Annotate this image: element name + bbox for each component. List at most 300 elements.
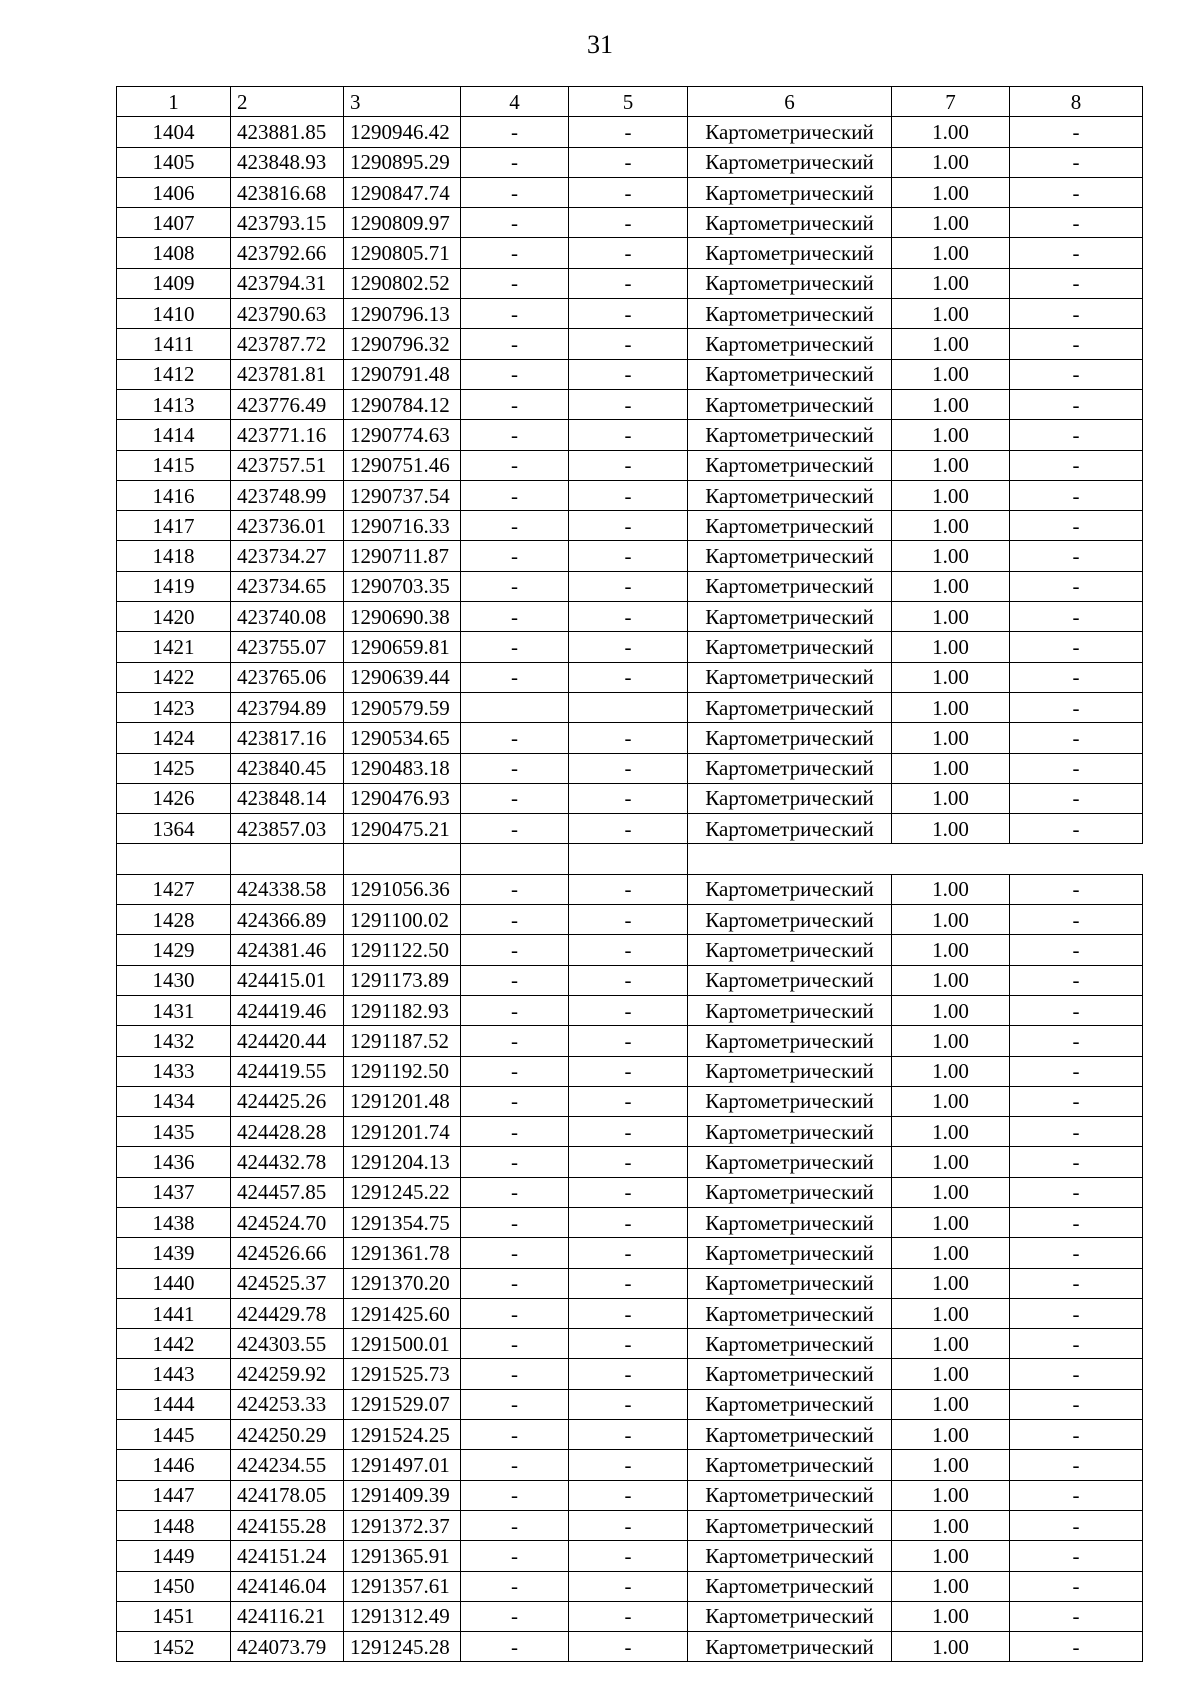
col-8-cell: - xyxy=(1010,905,1143,935)
point-number-cell: 1406 xyxy=(117,177,231,207)
point-number-cell: 1443 xyxy=(117,1359,231,1389)
col-4-cell: - xyxy=(461,268,569,298)
col-8-cell: - xyxy=(1010,1510,1143,1540)
method-cell: Картометрический xyxy=(688,965,892,995)
point-number-cell: 1415 xyxy=(117,450,231,480)
x-coordinate-cell: 424151.24 xyxy=(231,1541,344,1571)
col-5-cell: - xyxy=(569,753,688,783)
method-cell: Картометрический xyxy=(688,571,892,601)
table-row xyxy=(117,1177,1143,1207)
x-coordinate-cell: 424259.92 xyxy=(231,1359,344,1389)
y-coordinate-cell: 1291370.20 xyxy=(344,1268,461,1298)
col-8-cell: - xyxy=(1010,1541,1143,1571)
table-row xyxy=(117,208,1143,238)
point-number-cell: 1407 xyxy=(117,208,231,238)
accuracy-cell: 1.00 xyxy=(892,147,1010,177)
x-coordinate-cell: 424420.44 xyxy=(231,1026,344,1056)
col-4-cell: - xyxy=(461,420,569,450)
table-row xyxy=(117,359,1143,389)
col-5-cell: - xyxy=(569,1359,688,1389)
x-coordinate-cell: 423734.27 xyxy=(231,541,344,571)
y-coordinate-cell: 1290716.33 xyxy=(344,511,461,541)
y-coordinate-cell: 1290737.54 xyxy=(344,480,461,510)
col-5-cell: - xyxy=(569,420,688,450)
point-number-cell: 1441 xyxy=(117,1298,231,1328)
table-row xyxy=(117,1298,1143,1328)
x-coordinate-cell: 423840.45 xyxy=(231,753,344,783)
col-4-cell: - xyxy=(461,965,569,995)
y-coordinate-cell: 1291372.37 xyxy=(344,1510,461,1540)
method-cell: Картометрический xyxy=(688,1571,892,1601)
x-coordinate-cell: 424419.55 xyxy=(231,1056,344,1086)
col-4-cell: - xyxy=(461,511,569,541)
method-cell: Картометрический xyxy=(688,1480,892,1510)
method-cell: Картометрический xyxy=(688,389,892,419)
point-number-cell: 1431 xyxy=(117,995,231,1025)
col-8-cell: - xyxy=(1010,1177,1143,1207)
method-cell: Картометрический xyxy=(688,299,892,329)
accuracy-cell: 1.00 xyxy=(892,238,1010,268)
y-coordinate-cell: 1291425.60 xyxy=(344,1298,461,1328)
point-number-cell: 1 xyxy=(117,87,231,117)
col-4-cell: - xyxy=(461,1571,569,1601)
point-number-cell: 1412 xyxy=(117,359,231,389)
col-4-cell: - xyxy=(461,995,569,1025)
col-5-cell: - xyxy=(569,1177,688,1207)
table-row xyxy=(117,632,1143,662)
table-row xyxy=(117,1268,1143,1298)
table-row xyxy=(117,511,1143,541)
col-8-cell: - xyxy=(1010,783,1143,813)
col-5-cell: - xyxy=(569,602,688,632)
accuracy-cell: 1.00 xyxy=(892,1238,1010,1268)
x-coordinate-cell: 424381.46 xyxy=(231,935,344,965)
y-coordinate-cell: 1291525.73 xyxy=(344,1359,461,1389)
point-number-cell: 1439 xyxy=(117,1238,231,1268)
x-coordinate-cell: 424415.01 xyxy=(231,965,344,995)
col-5-cell: - xyxy=(569,905,688,935)
accuracy-cell: 1.00 xyxy=(892,1571,1010,1601)
y-coordinate-cell: 1290534.65 xyxy=(344,723,461,753)
method-cell: Картометрический xyxy=(688,117,892,147)
method-cell: Картометрический xyxy=(688,935,892,965)
col-8-cell: - xyxy=(1010,571,1143,601)
accuracy-cell: 1.00 xyxy=(892,1450,1010,1480)
x-coordinate-cell: 423740.08 xyxy=(231,602,344,632)
x-coordinate-cell: 424234.55 xyxy=(231,1450,344,1480)
col-5-cell: - xyxy=(569,965,688,995)
accuracy-cell: 1.00 xyxy=(892,905,1010,935)
x-coordinate-cell: 423765.06 xyxy=(231,662,344,692)
col-8-cell: - xyxy=(1010,299,1143,329)
method-cell: Картометрический xyxy=(688,1359,892,1389)
y-coordinate-cell: 1290751.46 xyxy=(344,450,461,480)
col-5-cell: - xyxy=(569,1117,688,1147)
method-cell: Картометрический xyxy=(688,1541,892,1571)
point-number-cell: 1417 xyxy=(117,511,231,541)
point-number-cell: 1420 xyxy=(117,602,231,632)
col-8-cell: - xyxy=(1010,450,1143,480)
x-coordinate-cell: 423771.16 xyxy=(231,420,344,450)
col-4-cell xyxy=(461,692,569,722)
table-row xyxy=(117,1632,1143,1662)
table-row xyxy=(117,268,1143,298)
table-row xyxy=(117,602,1143,632)
col-8-cell: - xyxy=(1010,420,1143,450)
y-coordinate-cell: 1291056.36 xyxy=(344,874,461,904)
accuracy-cell: 1.00 xyxy=(892,965,1010,995)
table-row xyxy=(117,1480,1143,1510)
col-5-cell: - xyxy=(569,1480,688,1510)
col-5-cell: - xyxy=(569,177,688,207)
point-number-cell: 1426 xyxy=(117,783,231,813)
point-number-cell: 1435 xyxy=(117,1117,231,1147)
col-8-cell: - xyxy=(1010,1601,1143,1631)
col-8-cell: - xyxy=(1010,359,1143,389)
method-cell: 6 xyxy=(688,87,892,117)
col-5-cell: - xyxy=(569,874,688,904)
method-cell: Картометрический xyxy=(688,602,892,632)
table-row xyxy=(117,1541,1143,1571)
method-cell: Картометрический xyxy=(688,1601,892,1631)
y-coordinate-cell: 1290711.87 xyxy=(344,541,461,571)
y-coordinate-cell: 1290475.21 xyxy=(344,814,461,844)
col-4-cell: - xyxy=(461,723,569,753)
col-5-cell: - xyxy=(569,814,688,844)
col-8-cell: 8 xyxy=(1010,87,1143,117)
col-8-cell: - xyxy=(1010,965,1143,995)
col-5-cell: - xyxy=(569,1420,688,1450)
col-5-cell: - xyxy=(569,995,688,1025)
method-cell: Картометрический xyxy=(688,1420,892,1450)
point-number-cell: 1364 xyxy=(117,814,231,844)
col-8-cell: - xyxy=(1010,1389,1143,1419)
accuracy-cell: 1.00 xyxy=(892,1117,1010,1147)
point-number-cell: 1447 xyxy=(117,1480,231,1510)
col-8-cell: - xyxy=(1010,389,1143,419)
col-4-cell: - xyxy=(461,632,569,662)
empty-cell xyxy=(231,844,344,874)
col-4-cell: - xyxy=(461,1117,569,1147)
y-coordinate-cell: 1290784.12 xyxy=(344,389,461,419)
x-coordinate-cell: 423848.14 xyxy=(231,783,344,813)
col-8-cell: - xyxy=(1010,1298,1143,1328)
y-coordinate-cell: 1290659.81 xyxy=(344,632,461,662)
method-cell: Картометрический xyxy=(688,1177,892,1207)
accuracy-cell: 1.00 xyxy=(892,1268,1010,1298)
y-coordinate-cell: 1290805.71 xyxy=(344,238,461,268)
accuracy-cell: 1.00 xyxy=(892,359,1010,389)
method-cell: Картометрический xyxy=(688,1086,892,1116)
col-5-cell: - xyxy=(569,632,688,662)
point-number-cell: 1413 xyxy=(117,389,231,419)
method-cell: Картометрический xyxy=(688,632,892,662)
col-4-cell: - xyxy=(461,147,569,177)
method-cell: Картометрический xyxy=(688,1510,892,1540)
col-4-cell: - xyxy=(461,1329,569,1359)
point-number-cell: 1419 xyxy=(117,571,231,601)
accuracy-cell: 1.00 xyxy=(892,1147,1010,1177)
col-4-cell: - xyxy=(461,329,569,359)
col-8-cell: - xyxy=(1010,238,1143,268)
empty-cell xyxy=(569,844,688,874)
col-8-cell: - xyxy=(1010,208,1143,238)
col-5-cell: - xyxy=(569,450,688,480)
table-row xyxy=(117,177,1143,207)
table-row xyxy=(117,1510,1143,1540)
point-number-cell: 1409 xyxy=(117,268,231,298)
table-row xyxy=(117,1026,1143,1056)
col-8-cell: - xyxy=(1010,632,1143,662)
method-cell: Картометрический xyxy=(688,753,892,783)
y-coordinate-cell: 1291245.28 xyxy=(344,1632,461,1662)
col-4-cell: - xyxy=(461,905,569,935)
y-coordinate-cell: 1290774.63 xyxy=(344,420,461,450)
y-coordinate-cell: 1291204.13 xyxy=(344,1147,461,1177)
col-4-cell: 4 xyxy=(461,87,569,117)
method-cell: Картометрический xyxy=(688,723,892,753)
method-cell: Картометрический xyxy=(688,208,892,238)
col-4-cell: - xyxy=(461,1177,569,1207)
x-coordinate-cell: 424429.78 xyxy=(231,1298,344,1328)
accuracy-cell: 1.00 xyxy=(892,1510,1010,1540)
x-coordinate-cell: 424526.66 xyxy=(231,1238,344,1268)
empty-cell xyxy=(117,844,231,874)
method-cell: Картометрический xyxy=(688,1450,892,1480)
point-number-cell: 1408 xyxy=(117,238,231,268)
col-8-cell: - xyxy=(1010,723,1143,753)
method-cell: Картометрический xyxy=(688,420,892,450)
method-cell: Картометрический xyxy=(688,177,892,207)
y-coordinate-cell: 1291409.39 xyxy=(344,1480,461,1510)
point-number-cell: 1450 xyxy=(117,1571,231,1601)
table-row xyxy=(117,1389,1143,1419)
col-8-cell: - xyxy=(1010,1147,1143,1177)
col-8-cell: - xyxy=(1010,117,1143,147)
col-4-cell: - xyxy=(461,753,569,783)
x-coordinate-cell: 424338.58 xyxy=(231,874,344,904)
col-5-cell: - xyxy=(569,147,688,177)
table-row xyxy=(117,299,1143,329)
table-row xyxy=(117,541,1143,571)
col-8-cell: - xyxy=(1010,480,1143,510)
y-coordinate-cell: 1291173.89 xyxy=(344,965,461,995)
col-4-cell: - xyxy=(461,480,569,510)
col-4-cell: - xyxy=(461,783,569,813)
separator-row xyxy=(117,844,1143,874)
col-5-cell xyxy=(569,692,688,722)
col-5-cell: - xyxy=(569,1450,688,1480)
x-coordinate-cell: 423857.03 xyxy=(231,814,344,844)
col-4-cell: - xyxy=(461,541,569,571)
x-coordinate-cell: 424250.29 xyxy=(231,1420,344,1450)
accuracy-cell: 1.00 xyxy=(892,541,1010,571)
accuracy-cell: 1.00 xyxy=(892,1207,1010,1237)
col-5-cell: - xyxy=(569,1207,688,1237)
table-row xyxy=(117,1601,1143,1631)
table-row xyxy=(117,1238,1143,1268)
x-coordinate-cell: 424073.79 xyxy=(231,1632,344,1662)
col-4-cell: - xyxy=(461,1298,569,1328)
accuracy-cell: 1.00 xyxy=(892,420,1010,450)
x-coordinate-cell: 424432.78 xyxy=(231,1147,344,1177)
x-coordinate-cell: 424425.26 xyxy=(231,1086,344,1116)
y-coordinate-cell: 3 xyxy=(344,87,461,117)
col-5-cell: - xyxy=(569,1571,688,1601)
point-number-cell: 1414 xyxy=(117,420,231,450)
table-row xyxy=(117,692,1143,722)
col-4-cell: - xyxy=(461,1420,569,1450)
col-8-cell: - xyxy=(1010,177,1143,207)
accuracy-cell: 1.00 xyxy=(892,1026,1010,1056)
table-row xyxy=(117,1056,1143,1086)
point-number-cell: 1438 xyxy=(117,1207,231,1237)
x-coordinate-cell: 424116.21 xyxy=(231,1601,344,1631)
point-number-cell: 1404 xyxy=(117,117,231,147)
col-5-cell: - xyxy=(569,1026,688,1056)
col-8-cell: - xyxy=(1010,1268,1143,1298)
col-5-cell: - xyxy=(569,389,688,419)
col-4-cell: - xyxy=(461,1389,569,1419)
point-number-cell: 1405 xyxy=(117,147,231,177)
x-coordinate-cell: 423748.99 xyxy=(231,480,344,510)
point-number-cell: 1446 xyxy=(117,1450,231,1480)
table-row xyxy=(117,1571,1143,1601)
table-row xyxy=(117,480,1143,510)
accuracy-cell: 1.00 xyxy=(892,1420,1010,1450)
x-coordinate-cell: 424457.85 xyxy=(231,1177,344,1207)
y-coordinate-cell: 1290895.29 xyxy=(344,147,461,177)
x-coordinate-cell: 423781.81 xyxy=(231,359,344,389)
accuracy-cell: 1.00 xyxy=(892,299,1010,329)
y-coordinate-cell: 1290847.74 xyxy=(344,177,461,207)
col-5-cell: - xyxy=(569,1510,688,1540)
y-coordinate-cell: 1291524.25 xyxy=(344,1420,461,1450)
table-row xyxy=(117,1086,1143,1116)
y-coordinate-cell: 1290703.35 xyxy=(344,571,461,601)
coordinates-table xyxy=(116,86,1143,1662)
x-coordinate-cell: 423776.49 xyxy=(231,389,344,419)
col-5-cell: - xyxy=(569,511,688,541)
y-coordinate-cell: 1291122.50 xyxy=(344,935,461,965)
table-row xyxy=(117,1420,1143,1450)
col-5-cell: - xyxy=(569,541,688,571)
point-number-cell: 1432 xyxy=(117,1026,231,1056)
col-8-cell: - xyxy=(1010,1026,1143,1056)
x-coordinate-cell: 423757.51 xyxy=(231,450,344,480)
point-number-cell: 1429 xyxy=(117,935,231,965)
header-row xyxy=(117,87,1143,117)
col-8-cell: - xyxy=(1010,1056,1143,1086)
point-number-cell: 1422 xyxy=(117,662,231,692)
point-number-cell: 1448 xyxy=(117,1510,231,1540)
col-5-cell: - xyxy=(569,268,688,298)
col-5-cell: - xyxy=(569,1238,688,1268)
col-8-cell: - xyxy=(1010,1329,1143,1359)
col-4-cell: - xyxy=(461,662,569,692)
accuracy-cell: 1.00 xyxy=(892,632,1010,662)
method-cell: Картометрический xyxy=(688,1329,892,1359)
col-4-cell: - xyxy=(461,1268,569,1298)
method-cell: Картометрический xyxy=(688,1147,892,1177)
col-8-cell: - xyxy=(1010,1450,1143,1480)
col-8-cell: - xyxy=(1010,753,1143,783)
table-row xyxy=(117,329,1143,359)
x-coordinate-cell: 424253.33 xyxy=(231,1389,344,1419)
method-cell: Картометрический xyxy=(688,1298,892,1328)
y-coordinate-cell: 1291201.48 xyxy=(344,1086,461,1116)
col-8-cell: - xyxy=(1010,602,1143,632)
table-row xyxy=(117,1207,1143,1237)
y-coordinate-cell: 1290796.13 xyxy=(344,299,461,329)
col-8-cell: - xyxy=(1010,1238,1143,1268)
x-coordinate-cell: 424428.28 xyxy=(231,1117,344,1147)
method-cell: Картометрический xyxy=(688,1238,892,1268)
point-number-cell: 1421 xyxy=(117,632,231,662)
col-8-cell: - xyxy=(1010,1117,1143,1147)
empty-cell xyxy=(461,844,569,874)
col-4-cell: - xyxy=(461,1026,569,1056)
col-5-cell: - xyxy=(569,1147,688,1177)
table-row xyxy=(117,1359,1143,1389)
accuracy-cell: 1.00 xyxy=(892,450,1010,480)
table-row xyxy=(117,1329,1143,1359)
point-number-cell: 1452 xyxy=(117,1632,231,1662)
method-cell: Картометрический xyxy=(688,238,892,268)
method-cell: Картометрический xyxy=(688,359,892,389)
point-number-cell: 1427 xyxy=(117,874,231,904)
point-number-cell: 1418 xyxy=(117,541,231,571)
accuracy-cell: 1.00 xyxy=(892,602,1010,632)
col-4-cell: - xyxy=(461,571,569,601)
point-number-cell: 1449 xyxy=(117,1541,231,1571)
col-8-cell: - xyxy=(1010,995,1143,1025)
method-cell: Картометрический xyxy=(688,1632,892,1662)
accuracy-cell: 1.00 xyxy=(892,208,1010,238)
col-5-cell: - xyxy=(569,329,688,359)
col-8-cell: - xyxy=(1010,268,1143,298)
accuracy-cell: 1.00 xyxy=(892,783,1010,813)
y-coordinate-cell: 1291192.50 xyxy=(344,1056,461,1086)
table-row xyxy=(117,1117,1143,1147)
col-4-cell: - xyxy=(461,1147,569,1177)
empty-cell xyxy=(688,844,1143,874)
x-coordinate-cell: 424146.04 xyxy=(231,1571,344,1601)
col-5-cell: - xyxy=(569,1298,688,1328)
col-5-cell: - xyxy=(569,723,688,753)
col-4-cell: - xyxy=(461,874,569,904)
table-row xyxy=(117,420,1143,450)
method-cell: Картометрический xyxy=(688,692,892,722)
col-4-cell: - xyxy=(461,1359,569,1389)
col-8-cell: - xyxy=(1010,541,1143,571)
x-coordinate-cell: 423734.65 xyxy=(231,571,344,601)
x-coordinate-cell: 423816.68 xyxy=(231,177,344,207)
col-5-cell: - xyxy=(569,1601,688,1631)
x-coordinate-cell: 424524.70 xyxy=(231,1207,344,1237)
col-5-cell: - xyxy=(569,935,688,965)
accuracy-cell: 1.00 xyxy=(892,935,1010,965)
x-coordinate-cell: 423881.85 xyxy=(231,117,344,147)
point-number-cell: 1445 xyxy=(117,1420,231,1450)
y-coordinate-cell: 1290802.52 xyxy=(344,268,461,298)
accuracy-cell: 1.00 xyxy=(892,1601,1010,1631)
accuracy-cell: 1.00 xyxy=(892,1480,1010,1510)
table-row xyxy=(117,571,1143,601)
table-row xyxy=(117,389,1143,419)
point-number-cell: 1410 xyxy=(117,299,231,329)
y-coordinate-cell: 1290946.42 xyxy=(344,117,461,147)
